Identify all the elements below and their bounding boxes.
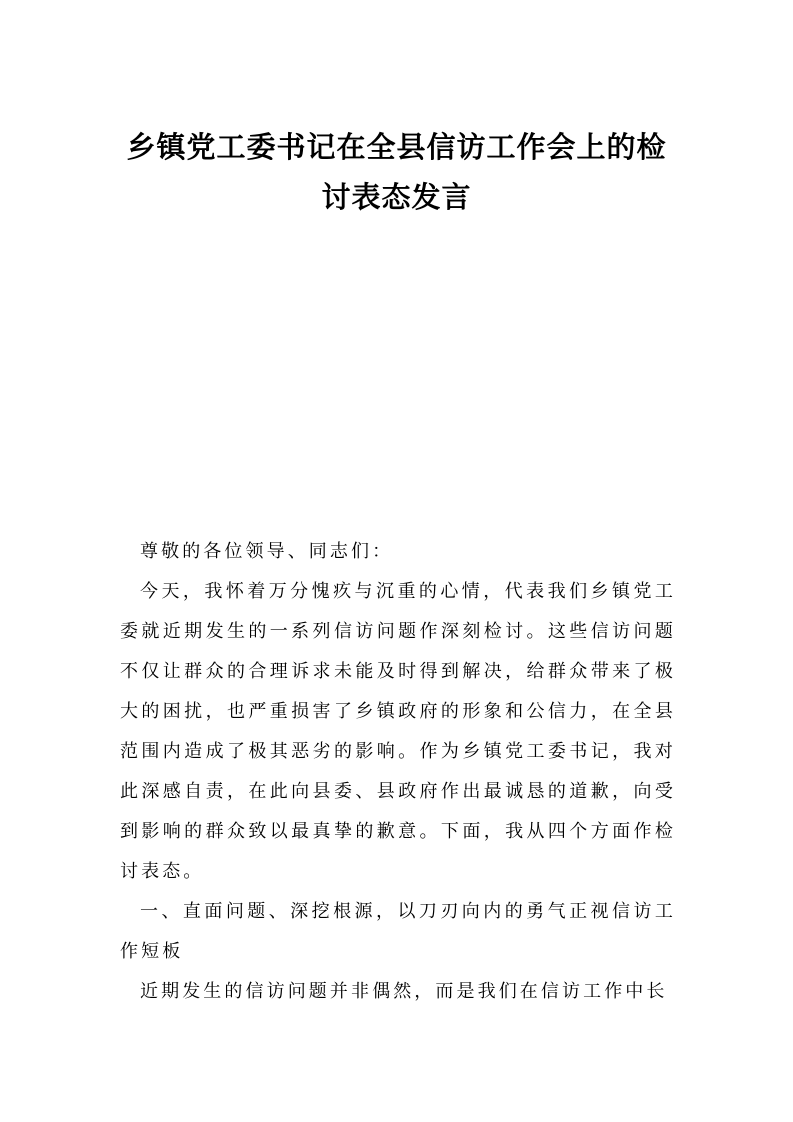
body-paragraph: 近期发生的信访问题并非偶然，而是我们在信访工作中长 <box>140 981 668 1002</box>
document-body <box>120 532 676 1012</box>
title-line-1: 乡镇党工委书记在全县信访工作会上的检 <box>126 130 667 164</box>
salutation-paragraph: 尊敬的各位领导、同志们： <box>140 541 394 562</box>
document-title <box>80 122 713 222</box>
section-heading-1: 一、直面问题、深挖根源，以刀刃向内的勇气正视信访工作短板 <box>120 901 676 962</box>
title-line-2: 讨表态发言 <box>321 180 472 214</box>
intro-paragraph: 今天，我怀着万分愧疚与沉重的心情，代表我们乡镇党工委就近期发生的一系列信访问题作深刻检讨。这些信访问题不仅让群众的合理诉求未能及时得到解决，给群众带来了极大的困扰，也严重损害了乡镇政府的形象和公信力，在全县范围内造成了极其恶劣的影响。作为乡镇党工委书记，我对此深感自责，在此向县委、县政府作出最诚恳的道歉，向受到影响的群众致以最真挚的歉意。下面，我从四个方面作检讨表态。 <box>120 581 676 882</box>
